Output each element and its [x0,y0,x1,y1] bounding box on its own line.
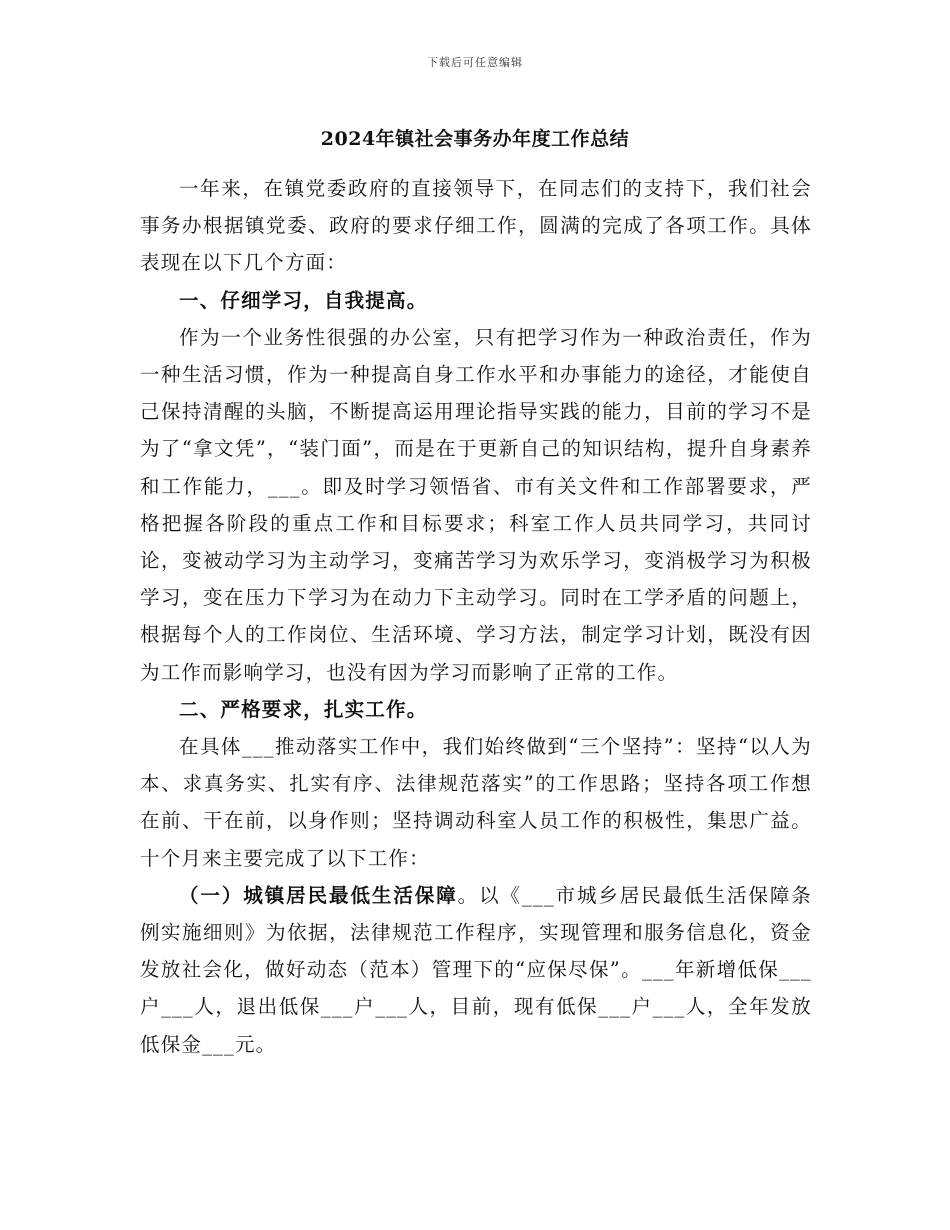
section-heading-2: 二、严格要求，扎实工作。 [179,697,428,721]
subsection-1-text: 。以《___市城乡居民最低生活保障条例实施细则》为依据，法律规范工作程序，实现管理和服务信息化，资金发放社会化，做好动态（范本）管理下的“应保尽保”。___年新增低保___户___人，退出低保___户___人，目前，现有低保___户___人，全年发放低保金___元。 [140,883,812,1056]
document-title: 2024年镇社会事务办年度工作总结 [320,128,630,150]
subsection-1-lead: （一）城镇居民最低生活保障 [179,883,458,907]
header-note: 下载后可任意编辑 [427,56,523,69]
subsection-1-paragraph [140,877,812,1063]
section-1-paragraph: 作为一个业务性很强的办公室，只有把学习作为一种政治责任，作为一种生活习惯，作为一种提高自身工作水平和办事能力的途径，才能使自己保持清醒的头脑，不断提高运用理论指导实践的能力，目前的学习不是为了“拿文凭”，“装门面”，而是在于更新自己的知识结构，提升自身素养和工作能力，___。即及时学习领悟省、市有关文件和工作部署要求，严格把握各阶段的重点工作和目标要求；科室工作人员共同学习，共同讨论，变被动学习为主动学习，变痛苦学习为欢乐学习，变消极学习为积极学习，变在压力下学习为在动力下主动学习。同时在工学矛盾的问题上，根据每个人的工作岗位、生活环境、学习方法，制定学习计划，既没有因为工作而影响学习，也没有因为学习而影响了正常的工作。 [140,325,812,684]
section-2-paragraph: 在具体___推动落实工作中，我们始终做到“三个坚持”：坚持“以人为本、求真务实、扎实有序、法律规范落实”的工作思路；坚持各项工作想在前、干在前，以身作则；坚持调动科室人员工作的积极性，集思广益。十个月来主要完成了以下工作： [140,735,812,870]
section-heading-1: 一、仔细学习，自我提高。 [179,288,428,312]
document-body [140,170,812,1063]
intro-paragraph: 一年来，在镇党委政府的直接领导下，在同志们的支持下，我们社会事务办根据镇党委、政府的要求仔细工作，圆满的完成了各项工作。具体表现在以下几个方面： [140,177,812,275]
